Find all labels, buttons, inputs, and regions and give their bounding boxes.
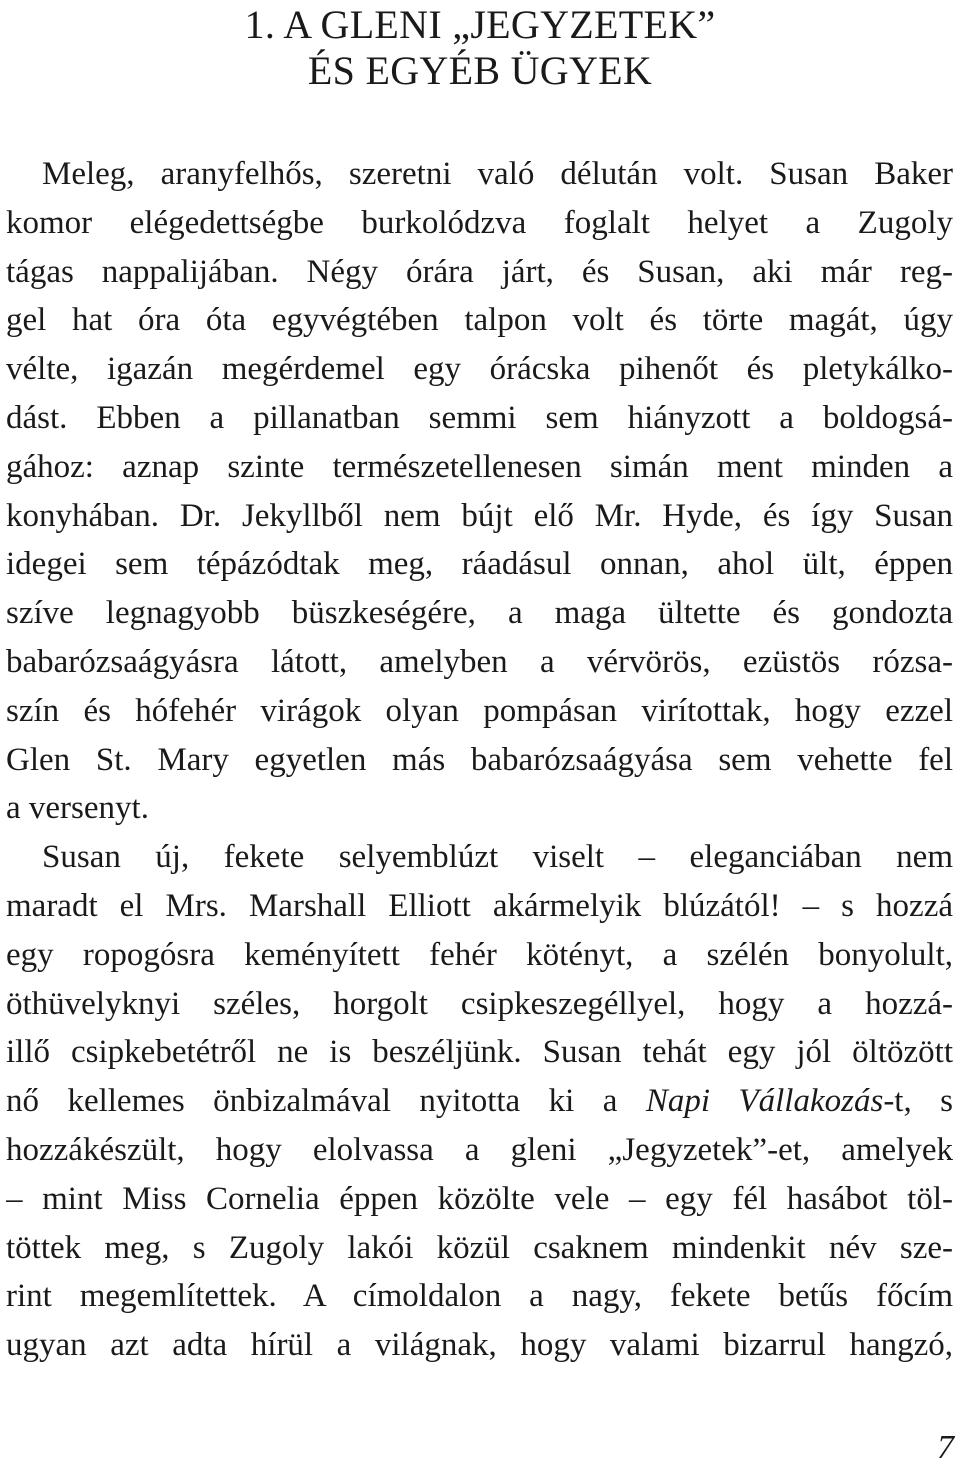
chapter-title-line-1: 1. A GLENI „JEGYZETEK”	[244, 2, 716, 47]
chapter-title	[0, 2, 960, 94]
text-line: Meleg, aranyfelhős, szeretni való délután volt. Susan Baker	[42, 156, 953, 192]
text-line: dást. Ebben a pillanatban semmi sem hiányzott a boldogsá-	[6, 399, 953, 436]
text-line: komor elégedettségbe burkolódzva foglalt helyet a Zugoly	[6, 204, 953, 241]
text-line: babarózsaágyásra látott, amelyben a vérvörös, ezüstös rózsa-	[6, 643, 953, 680]
page-number: 7	[937, 1429, 954, 1466]
text-line: hozzákészült, hogy elolvassa a gleni „Jegyzetek”-et, amelyek	[6, 1131, 953, 1168]
text-line: Glen St. Mary egyetlen más babarózsaágyása sem vehette fel	[6, 741, 953, 778]
chapter-title-line-2: ÉS EGYÉB ÜGYEK	[307, 48, 653, 93]
text-line: szín és hófehér virágok olyan pompásan virítottak, hogy ezzel	[6, 692, 953, 729]
text-line: gel hat óra óta egyvégtében talpon volt és törte magát, úgy	[6, 302, 953, 339]
text-line: illő csipkebetétről ne is beszéljünk. Susan tehát egy jól öltözött	[6, 1034, 953, 1071]
text-line: – mint Miss Cornelia éppen közölte vele – egy fél hasábot töl-	[6, 1180, 953, 1217]
text-line: vélte, igazán megérdemel egy órácska pihenőt és pletykálko-	[6, 351, 953, 388]
body-text	[6, 150, 953, 1370]
text-line: töttek meg, s Zugoly lakói közül csaknem mindenkit név sze-	[6, 1229, 953, 1266]
text-line: rint megemlítettek. A címoldalon a nagy, fekete betűs főcím	[6, 1278, 953, 1315]
text-segment: nő kellemes önbizalmával nyitotta ki a	[6, 1083, 646, 1120]
text-line: tágas nappalijában. Négy órára járt, és Susan, aki már reg-	[6, 253, 953, 290]
text-line: maradt el Mrs. Marshall Elliott akármelyik blúzától! – s hozzá	[6, 887, 953, 924]
text-line: idegei sem tépázódtak meg, ráadásul onnan, ahol ült, éppen	[6, 546, 953, 583]
text-line: a versenyt.	[6, 790, 149, 827]
text-line-with-italic-title	[6, 1077, 953, 1126]
text-line: konyhában. Dr. Jekyllből nem bújt elő Mr. Hyde, és így Susan	[6, 497, 953, 534]
text-line: ugyan azt adta hírül a világnak, hogy valami bizarrul hangzó,	[6, 1327, 953, 1364]
text-line: öthüvelyknyi széles, horgolt csipkeszegéllyel, hogy a hozzá-	[6, 985, 953, 1022]
text-segment: -t, s	[883, 1083, 953, 1120]
text-line: szíve legnagyobb büszkeségére, a maga ültette és gondozta	[6, 595, 953, 632]
text-line: egy ropogósra keményített fehér kötényt, a szélén bonyolult,	[6, 936, 953, 973]
text-line: gához: aznap szinte természetellenesen simán ment minden a	[6, 448, 953, 485]
newspaper-title: Napi Vállakozás	[645, 1083, 884, 1120]
text-line: Susan új, fekete selyemblúzt viselt – eleganciában nem	[42, 839, 953, 876]
